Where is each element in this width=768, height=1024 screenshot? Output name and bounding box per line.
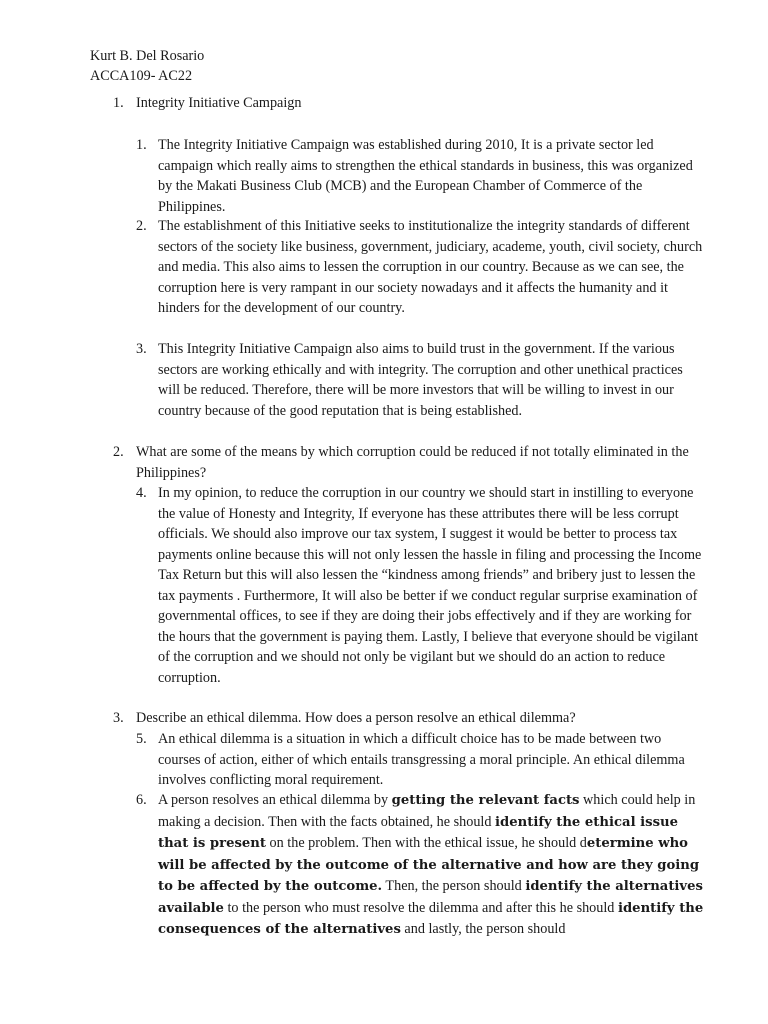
answer-text-plain: Then, the person should [382, 878, 526, 894]
answer-number: 3. [136, 341, 147, 357]
author-name: Kurt B. Del Rosario [90, 48, 205, 64]
question-number: 1. [113, 95, 124, 111]
question-text: Describe an ethical dilemma. How does a person resolve an ethical dilemma? [136, 710, 576, 726]
emphasis-consequences: identify the consequences of the alternatives [158, 900, 704, 937]
answer-text: The establishment of this Initiative seeks to institutionalize the integrity standards of different sectors of the society like business, government, judiciary, academe, youth, civil society, church and media. This also aims to lessen the corruption in our country. Because as we can see, the corruption here is very rampant in our society nowadays and it affects the humanity and it hinders for the development of our country. [158, 218, 703, 316]
question-text: What are some of the means by which corruption could be reduced if not totally eliminated in the Philippines? [136, 444, 689, 481]
answer-text: This Integrity Initiative Campaign also aims to build trust in the government. If the various sectors are working ethically and with integrity. The corruption and other unethical practices will be reduced. Therefore, there will be more investors that will be willing to invest in our country because of the good reputation that is being established. [158, 341, 683, 419]
answer-text: An ethical dilemma is a situation in which a difficult choice has to be made between two courses of action, either of which entails transgressing a moral principle. An ethical dilemma involves conflicting moral requirement. [158, 731, 685, 788]
emphasis-alternatives: identify the alternatives available [158, 879, 703, 916]
answer-text: In my opinion, to reduce the corruption in our country we should start in instilling to everyone the value of Honesty and Integrity, If everyone has these attributes there will be less corrupt officials. We should also improve our tax system, I suggest it would be better to process tax payments online because this will not only lessen the hassle in filing and processing the Income Tax Return but this will also lessen the “kindness among friends” and bribery just to lessen the tax payments . Furthermore, It will also be better if we conduct regular surprise examination of governmental offices, to see if they are doing their jobs effectively and if they are working for the hours that the government is paying them. Lastly, I believe that everyone should be vigilant of the corruption and we should not only be vigilant but we should do an action to reduce corruption. [158, 485, 702, 686]
question-number: 2. [113, 444, 124, 460]
answer-text-plain: and lastly, the person should [400, 921, 566, 937]
emphasis-affected-parties: etermine who will be affected by the outcome of the alternative and how are they going to be affected by the outcome. [158, 836, 700, 894]
question-text: Integrity Initiative Campaign [136, 95, 302, 111]
answer-number: 1. [136, 137, 147, 153]
answer-text-plain: A person resolves an ethical dilemma by [158, 792, 392, 808]
answer-number: 5. [136, 731, 147, 747]
answer-text-plain: to the person who must resolve the dilemma and after this he should [223, 899, 618, 916]
answer-text: The Integrity Initiative Campaign was established during 2010, It is a private sector led campaign which really aims to strengthen the ethical standards in business, this was organized by the Makati Business Club (MCB) and the European Chamber of Commerce of the Philippines. [158, 137, 693, 215]
answer-number: 6. [136, 792, 147, 808]
answer-number: 4. [136, 485, 147, 501]
emphasis-ethical-issue: identify the ethical issue that is present [158, 814, 679, 851]
emphasis-relevant-facts: getting the relevant facts [391, 793, 580, 808]
answer-text-plain: which could help in making a decision. Then with the facts obtained, he should [158, 792, 696, 830]
answer-text [158, 790, 706, 941]
answer-number: 2. [136, 218, 147, 234]
answer-text-plain: on the problem. Then with the ethical issue, he should d [266, 835, 587, 851]
question-number: 3. [113, 710, 124, 726]
course-code: ACCA109- AC22 [90, 68, 193, 84]
